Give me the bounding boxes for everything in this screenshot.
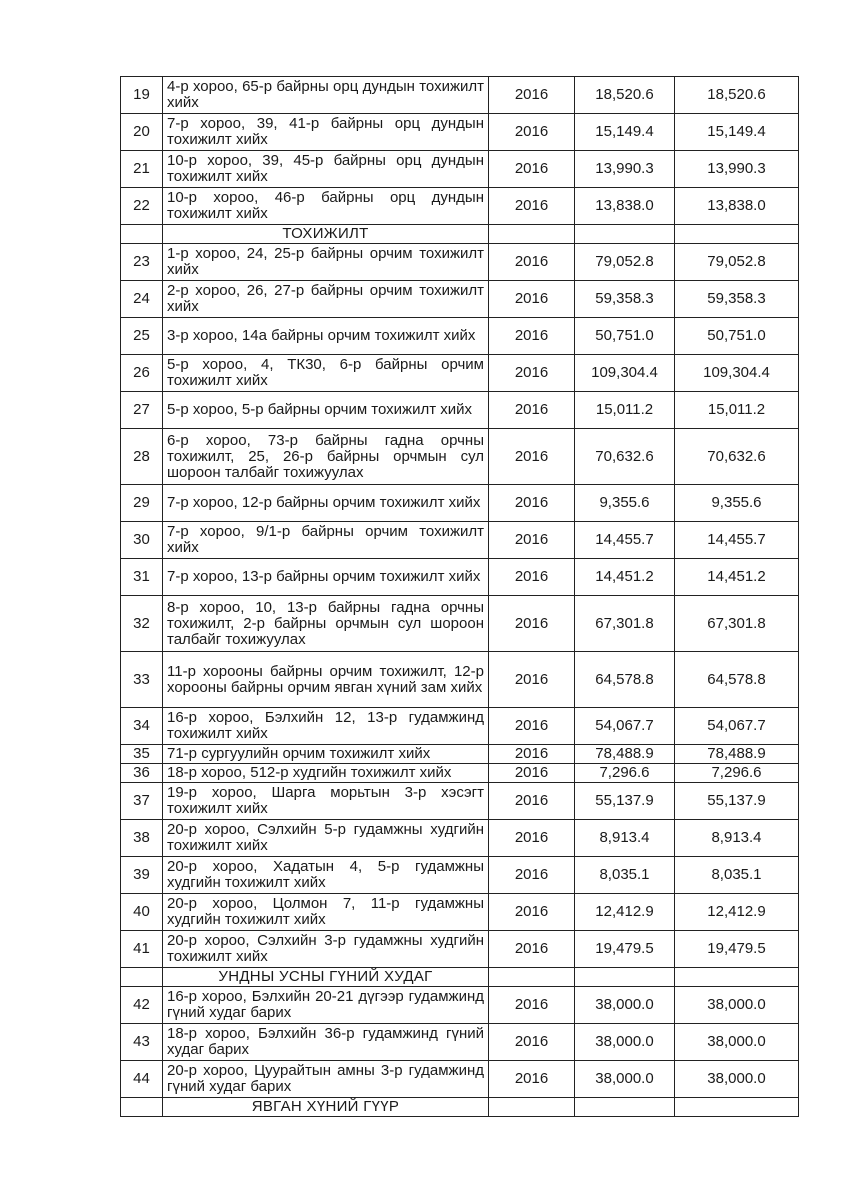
row-amount-1: 8,913.4 [575, 820, 675, 857]
row-number: 38 [121, 820, 163, 857]
row-amount-1: 13,838.0 [575, 188, 675, 225]
row-number: 29 [121, 485, 163, 522]
row-number: 44 [121, 1061, 163, 1098]
row-amount-2: 59,358.3 [675, 281, 799, 318]
amount-cell [675, 225, 799, 244]
row-year: 2016 [489, 708, 575, 745]
row-description: 20-р хороо, Цуурайтын амны 3-р гудамжинд гүний худаг барих [163, 1061, 489, 1098]
row-amount-2: 109,304.4 [675, 355, 799, 392]
row-year: 2016 [489, 429, 575, 485]
table-row [121, 764, 799, 783]
row-year: 2016 [489, 745, 575, 764]
row-year: 2016 [489, 318, 575, 355]
row-description: 20-р хороо, Цолмон 7, 11-р гудамжны худгийн тохижилт хийх [163, 894, 489, 931]
section-title: ЯВГАН ХҮНИЙ ГҮҮР [163, 1098, 489, 1117]
table-row [121, 318, 799, 355]
row-amount-2: 8,035.1 [675, 857, 799, 894]
row-amount-2: 15,149.4 [675, 114, 799, 151]
row-number: 26 [121, 355, 163, 392]
row-amount-1: 38,000.0 [575, 1061, 675, 1098]
table-row [121, 783, 799, 820]
table-row [121, 244, 799, 281]
row-description: 10-р хороо, 46-р байрны орц дундын тохижилт хийх [163, 188, 489, 225]
row-description: 20-р хороо, Хадатын 4, 5-р гудамжны худгийн тохижилт хийх [163, 857, 489, 894]
row-year: 2016 [489, 596, 575, 652]
row-year: 2016 [489, 931, 575, 968]
amount-cell [675, 1098, 799, 1117]
row-amount-2: 38,000.0 [675, 1024, 799, 1061]
table-row [121, 485, 799, 522]
row-amount-1: 13,990.3 [575, 151, 675, 188]
row-description: 4-р хороо, 65-р байрны орц дундын тохижилт хийх [163, 77, 489, 114]
section-header-row [121, 968, 799, 987]
amount-cell [575, 1098, 675, 1117]
row-description: 7-р хороо, 9/1-р байрны орчим тохижилт хийх [163, 522, 489, 559]
row-year: 2016 [489, 857, 575, 894]
row-amount-1: 12,412.9 [575, 894, 675, 931]
year-cell [489, 968, 575, 987]
row-year: 2016 [489, 485, 575, 522]
amount-cell [575, 968, 675, 987]
table-row [121, 151, 799, 188]
row-year: 2016 [489, 987, 575, 1024]
row-amount-2: 18,520.6 [675, 77, 799, 114]
table-row [121, 77, 799, 114]
row-year: 2016 [489, 1061, 575, 1098]
row-amount-2: 7,296.6 [675, 764, 799, 783]
budget-table [120, 76, 799, 1117]
amount-cell [575, 225, 675, 244]
row-year: 2016 [489, 820, 575, 857]
row-description: 16-р хороо, Бэлхийн 12, 13-р гудамжинд тохижилт хийх [163, 708, 489, 745]
row-amount-2: 50,751.0 [675, 318, 799, 355]
row-number: 21 [121, 151, 163, 188]
table-row [121, 522, 799, 559]
row-description: 20-р хороо, Сэлхийн 3-р гудамжны худгийн тохижилт хийх [163, 931, 489, 968]
row-number: 19 [121, 77, 163, 114]
row-number: 39 [121, 857, 163, 894]
row-description: 8-р хороо, 10, 13-р байрны гадна орчны тохижилт, 2-р байрны орчмын сул шороон талбайг тохижуулах [163, 596, 489, 652]
amount-cell [675, 968, 799, 987]
year-cell [489, 1098, 575, 1117]
table-row [121, 392, 799, 429]
section-title: ТОХИЖИЛТ [163, 225, 489, 244]
row-number: 36 [121, 764, 163, 783]
section-header-row [121, 1098, 799, 1117]
year-cell [489, 225, 575, 244]
row-amount-2: 54,067.7 [675, 708, 799, 745]
row-amount-1: 109,304.4 [575, 355, 675, 392]
table-row [121, 596, 799, 652]
row-number: 20 [121, 114, 163, 151]
table-row [121, 987, 799, 1024]
row-amount-1: 19,479.5 [575, 931, 675, 968]
row-number-cell [121, 225, 163, 244]
row-number-cell [121, 968, 163, 987]
row-year: 2016 [489, 188, 575, 225]
row-amount-1: 15,149.4 [575, 114, 675, 151]
table-row [121, 894, 799, 931]
row-amount-1: 38,000.0 [575, 1024, 675, 1061]
row-year: 2016 [489, 77, 575, 114]
row-number: 41 [121, 931, 163, 968]
row-number: 42 [121, 987, 163, 1024]
row-amount-2: 13,990.3 [675, 151, 799, 188]
row-amount-2: 38,000.0 [675, 987, 799, 1024]
row-amount-1: 64,578.8 [575, 652, 675, 708]
row-year: 2016 [489, 355, 575, 392]
row-description: 5-р хороо, 4, ТК30, 6-р байрны орчим тохижилт хийх [163, 355, 489, 392]
row-number: 40 [121, 894, 163, 931]
row-amount-2: 67,301.8 [675, 596, 799, 652]
row-description: 3-р хороо, 14а байрны орчим тохижилт хийх [163, 318, 489, 355]
row-year: 2016 [489, 151, 575, 188]
row-amount-1: 54,067.7 [575, 708, 675, 745]
table-row [121, 652, 799, 708]
table-row [121, 355, 799, 392]
row-amount-2: 14,455.7 [675, 522, 799, 559]
row-number: 27 [121, 392, 163, 429]
row-description: 11-р хорооны байрны орчим тохижилт, 12-р хорооны байрны орчим явган хүний зам хийх [163, 652, 489, 708]
row-year: 2016 [489, 392, 575, 429]
table-row [121, 281, 799, 318]
row-description: 16-р хороо, Бэлхийн 20-21 дүгээр гудамжинд гүний худаг барих [163, 987, 489, 1024]
row-number: 31 [121, 559, 163, 596]
row-amount-1: 38,000.0 [575, 987, 675, 1024]
row-amount-2: 55,137.9 [675, 783, 799, 820]
table-row [121, 1024, 799, 1061]
row-number: 22 [121, 188, 163, 225]
row-year: 2016 [489, 652, 575, 708]
row-year: 2016 [489, 559, 575, 596]
row-number: 23 [121, 244, 163, 281]
row-number: 33 [121, 652, 163, 708]
row-amount-2: 38,000.0 [675, 1061, 799, 1098]
row-number: 43 [121, 1024, 163, 1061]
table-row [121, 188, 799, 225]
section-title: УНДНЫ УСНЫ ГҮНИЙ ХУДАГ [163, 968, 489, 987]
row-number: 25 [121, 318, 163, 355]
table-row [121, 114, 799, 151]
table-row [121, 559, 799, 596]
row-year: 2016 [489, 764, 575, 783]
row-amount-1: 67,301.8 [575, 596, 675, 652]
row-amount-1: 55,137.9 [575, 783, 675, 820]
row-amount-1: 14,451.2 [575, 559, 675, 596]
row-amount-2: 13,838.0 [675, 188, 799, 225]
table-row [121, 931, 799, 968]
row-description: 20-р хороо, Сэлхийн 5-р гудамжны худгийн тохижилт хийх [163, 820, 489, 857]
row-number: 32 [121, 596, 163, 652]
table-row [121, 429, 799, 485]
row-number-cell [121, 1098, 163, 1117]
row-amount-1: 7,296.6 [575, 764, 675, 783]
row-amount-2: 64,578.8 [675, 652, 799, 708]
row-year: 2016 [489, 522, 575, 559]
row-amount-1: 70,632.6 [575, 429, 675, 485]
row-amount-1: 8,035.1 [575, 857, 675, 894]
row-amount-1: 18,520.6 [575, 77, 675, 114]
row-year: 2016 [489, 783, 575, 820]
row-number: 30 [121, 522, 163, 559]
row-description: 7-р хороо, 13-р байрны орчим тохижилт хийх [163, 559, 489, 596]
row-amount-1: 59,358.3 [575, 281, 675, 318]
row-year: 2016 [489, 1024, 575, 1061]
row-year: 2016 [489, 894, 575, 931]
row-year: 2016 [489, 281, 575, 318]
row-description: 6-р хороо, 73-р байрны гадна орчны тохижилт, 25, 26-р байрны орчмын сул шороон талбайг тохижуулах [163, 429, 489, 485]
row-description: 5-р хороо, 5-р байрны орчим тохижилт хийх [163, 392, 489, 429]
table-row [121, 820, 799, 857]
row-amount-1: 50,751.0 [575, 318, 675, 355]
row-amount-2: 78,488.9 [675, 745, 799, 764]
row-description: 71-р сургуулийн орчим тохижилт хийх [163, 745, 489, 764]
row-year: 2016 [489, 244, 575, 281]
row-description: 2-р хороо, 26, 27-р байрны орчим тохижилт хийх [163, 281, 489, 318]
table-row [121, 1061, 799, 1098]
row-number: 37 [121, 783, 163, 820]
table-row [121, 708, 799, 745]
row-amount-2: 12,412.9 [675, 894, 799, 931]
row-description: 7-р хороо, 12-р байрны орчим тохижилт хийх [163, 485, 489, 522]
row-amount-2: 15,011.2 [675, 392, 799, 429]
row-amount-2: 9,355.6 [675, 485, 799, 522]
row-description: 10-р хороо, 39, 45-р байрны орц дундын тохижилт хийх [163, 151, 489, 188]
row-amount-2: 14,451.2 [675, 559, 799, 596]
table-row [121, 745, 799, 764]
row-number: 34 [121, 708, 163, 745]
row-amount-1: 14,455.7 [575, 522, 675, 559]
row-amount-1: 79,052.8 [575, 244, 675, 281]
table-row [121, 857, 799, 894]
row-description: 18-р хороо, Бэлхийн 36-р гудамжинд гүний худаг барих [163, 1024, 489, 1061]
row-description: 18-р хороо, 512-р худгийн тохижилт хийх [163, 764, 489, 783]
row-amount-1: 9,355.6 [575, 485, 675, 522]
row-amount-2: 19,479.5 [675, 931, 799, 968]
row-description: 7-р хороо, 39, 41-р байрны орц дундын тохижилт хийх [163, 114, 489, 151]
section-header-row [121, 225, 799, 244]
row-amount-1: 15,011.2 [575, 392, 675, 429]
row-amount-1: 78,488.9 [575, 745, 675, 764]
row-description: 19-р хороо, Шарга морьтын 3-р хэсэгт тохижилт хийх [163, 783, 489, 820]
row-amount-2: 8,913.4 [675, 820, 799, 857]
row-number: 28 [121, 429, 163, 485]
row-description: 1-р хороо, 24, 25-р байрны орчим тохижилт хийх [163, 244, 489, 281]
row-amount-2: 70,632.6 [675, 429, 799, 485]
row-number: 35 [121, 745, 163, 764]
row-number: 24 [121, 281, 163, 318]
budget-table-body [121, 77, 799, 1117]
row-year: 2016 [489, 114, 575, 151]
row-amount-2: 79,052.8 [675, 244, 799, 281]
